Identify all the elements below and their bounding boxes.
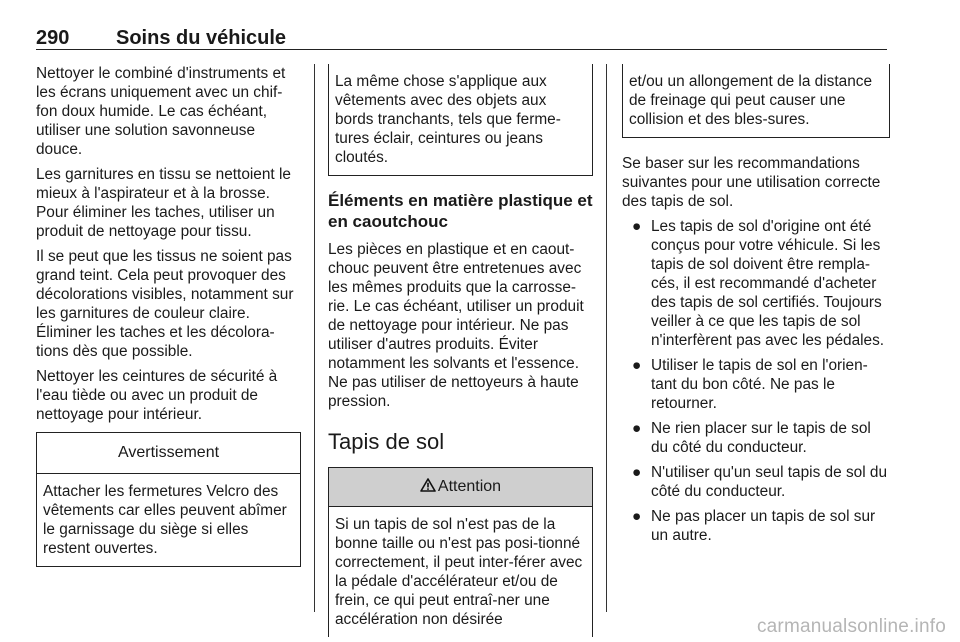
column-divider [314, 64, 315, 612]
bullet-icon: ● [632, 218, 642, 235]
paragraph-fabric: Les garnitures en tissu se nettoient le mieux à l'aspirateur et à la brosse. Pour éliminer les taches, utiliser un produit de nettoyage pour tissu. [36, 166, 291, 240]
page-number: 290 [36, 27, 70, 49]
paragraph-seatbelts: Nettoyer les ceintures de sécurité à l'eau tiède ou avec un produit de nettoyage pour intérieur. [36, 368, 278, 423]
heading-plastic-rubber: Éléments en matière plastique et en caoutchouc [328, 191, 593, 231]
paragraph-plastic: Les pièces en plastique et en caout-chouc peuvent être entretenues avec les mêmes produits que la carrosse-rie. Le cas échéant, utiliser un produit de nettoyage pour intérieur. Ne pas utiliser d'autres produits. Éviter notamment les solvants et l'essence. Ne pas utiliser de nettoyeurs à haute pression. [328, 241, 584, 410]
bullet-icon: ● [632, 357, 642, 374]
attention-box-continued [622, 64, 890, 138]
attention-text: Si un tapis de sol n'est pas de la bonne taille ou n'est pas posi-tionné correctement, il peut inter-férer avec la pédale d'accélérateur et/ou de frein, ce qui peut entraî-ner une accélération non désirée [335, 516, 583, 628]
attention-header [329, 467, 592, 507]
recommendation-list [622, 217, 890, 545]
column-1 [36, 64, 301, 567]
list-item: ● Utiliser le tapis de sol en l'orien-tant du bon côté. Ne pas le retourner. [632, 357, 868, 412]
bullet-icon: ● [632, 508, 642, 525]
list-item: ● Ne rien placer sur le tapis de sol du côté du conducteur. [632, 420, 871, 456]
paragraph-instruments: Nettoyer le combiné d'instruments et les écrans uniquement avec un chif-fon doux humide. Le cas échéant, utiliser une solution savonneuse douce. [36, 65, 286, 158]
warning-box-continued [328, 64, 593, 176]
bullet-icon: ● [632, 464, 642, 481]
warning-continued-text: La même chose s'applique aux vêtements avec des objets aux bords tranchants, tels que ferme-tures éclair, ceintures ou jeans cloutés. [335, 73, 561, 166]
paragraph-colorfast: Il se peut que les tissus ne soient pas grand teint. Cela peut provoquer des décolorations visibles, notamment sur les garnitures de couleur claire. Éliminer les taches et les décolora-tions dès que possible. [36, 248, 294, 360]
warning-triangle-icon [420, 478, 436, 492]
list-item: ● Les tapis de sol d'origine ont été conçus pour votre véhicule. Si les tapis de sol doivent être rempla-cés, il est recommandé d'acheter des tapis de sol certifiés. Toujours veiller à ce que les tapis de sol n'interfèrent pas avec les pédales. [632, 218, 885, 349]
column-3 [622, 64, 890, 551]
column-2 [328, 64, 593, 637]
heading-floor-mats: Tapis de sol [328, 429, 445, 454]
section-title: Soins du véhicule [116, 27, 287, 49]
list-item: ● Ne pas placer un tapis de sol sur un autre. [632, 508, 876, 544]
warning-title: Avertissement [37, 432, 300, 474]
attention-title: Attention [437, 478, 502, 495]
bullet-icon: ● [632, 420, 642, 437]
column-divider [606, 64, 607, 612]
warning-text: Attacher les fermetures Velcro des vêtements car elles peuvent abîmer le garnissage du siège si elles restent ouvertes. [43, 483, 287, 557]
warning-box [36, 432, 301, 567]
watermark: carmanualsonline.info [756, 616, 946, 637]
attention-box [328, 467, 593, 637]
list-item: ● N'utiliser qu'un seul tapis de sol du côté du conducteur. [632, 464, 888, 500]
attention-continued-text: et/ou un allongement de la distance de freinage qui peut causer une collision et des bles-sures. [629, 73, 873, 128]
paragraph-recommendations: Se baser sur les recommandations suivantes pour une utilisation correcte des tapis de sol. [622, 155, 881, 210]
page-header [36, 27, 887, 50]
